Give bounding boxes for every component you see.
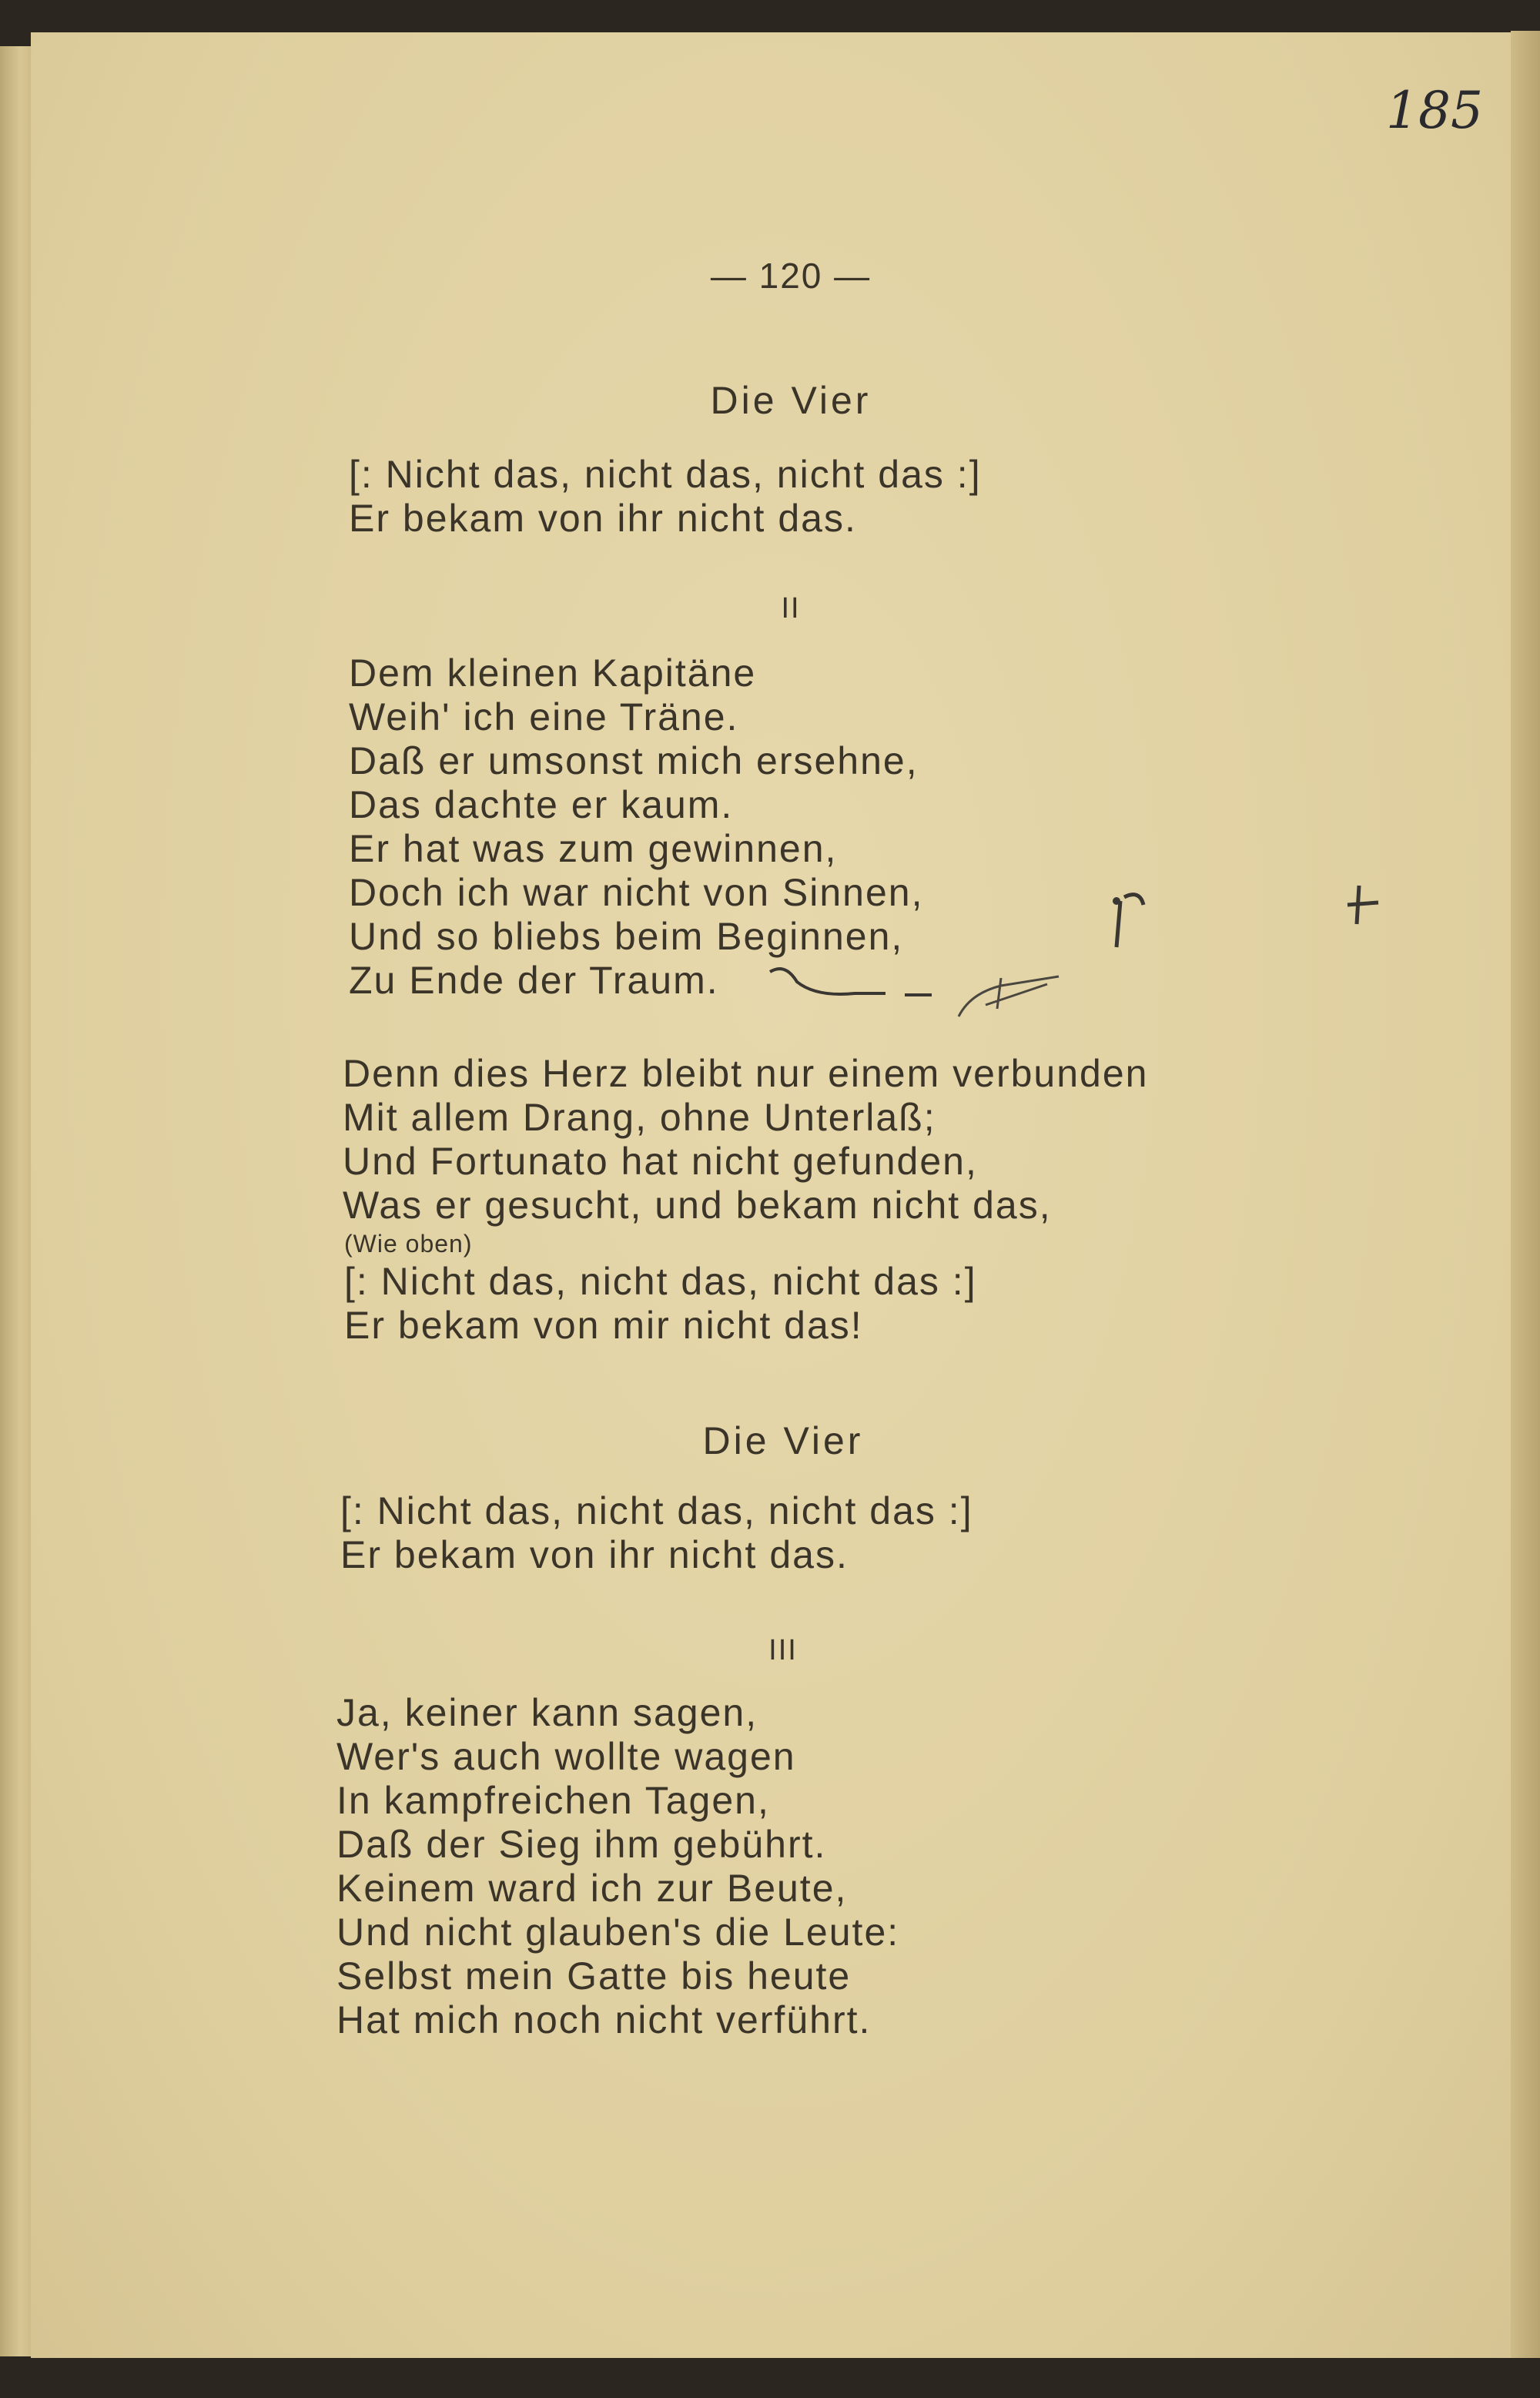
verse-line: Daß der Sieg ihm gebührt. <box>336 1823 827 1866</box>
verse-line: Selbst mein Gatte bis heute <box>336 1954 852 1998</box>
scan-background <box>0 2358 1540 2398</box>
stanza-number: II <box>781 592 801 625</box>
verse-line: Mit allem Drang, ohne Unterlaß; <box>343 1096 936 1139</box>
verse-line: Hat mich noch nicht verführt. <box>336 1998 872 2041</box>
refrain-block <box>340 1489 973 1577</box>
refrain-block <box>349 453 982 541</box>
refrain-block <box>344 1260 977 1348</box>
handwritten-folio-number: 185 <box>1386 81 1483 140</box>
verse-line: Weih' ich eine Träne. <box>349 695 739 738</box>
verse-line: Und so bliebs beim Beginnen, <box>349 915 904 958</box>
verse-line: In kampfreichen Tagen, <box>336 1779 770 1822</box>
stanza-number: III <box>768 1634 798 1666</box>
verse-line: [: Nicht das, nicht das, nicht das :] <box>349 453 982 496</box>
verse-line: Er bekam von mir nicht das! <box>344 1304 863 1347</box>
page-edge-left <box>0 46 34 2356</box>
page-edge-right <box>1511 31 1540 2372</box>
verse-line: [: Nicht das, nicht das, nicht das :] <box>340 1489 973 1532</box>
pencil-annotation <box>755 855 1409 1032</box>
stanza-block <box>336 1691 899 2042</box>
page-number: — 120 — <box>710 256 872 296</box>
verse-line: Zu Ende der Traum. <box>349 959 719 1002</box>
verse-line: Das dachte er kaum. <box>349 783 734 826</box>
verse-line: Und nicht glauben's die Leute: <box>336 1911 900 1954</box>
stanza-block <box>343 1052 1148 1227</box>
verse-line: Und Fortunato hat nicht gefunden, <box>343 1140 978 1183</box>
verse-line: Wer's auch wollte wagen <box>336 1735 796 1778</box>
verse-line: Er bekam von ihr nicht das. <box>340 1533 849 1576</box>
verse-line: Doch ich war nicht von Sinnen, <box>349 871 924 914</box>
verse-line: Er hat was zum gewinnen, <box>349 827 838 870</box>
verse-line: Denn dies Herz bleibt nur einem verbunden <box>343 1052 1149 1095</box>
verse-line: Daß er umsonst mich ersehne, <box>349 739 919 782</box>
verse-line: Ja, keiner kann sagen, <box>336 1691 758 1734</box>
verse-line: Was er gesucht, und bekam nicht das, <box>343 1184 1052 1227</box>
verse-line: Er bekam von ihr nicht das. <box>349 497 857 540</box>
verse-line: [: Nicht das, nicht das, nicht das :] <box>344 1260 977 1303</box>
stage-note: (Wie oben) <box>344 1230 473 1258</box>
verse-line: Dem kleinen Kapitäne <box>349 651 757 695</box>
section-heading: Die Vier <box>702 1419 864 1462</box>
section-heading: Die Vier <box>710 379 872 422</box>
verse-line: Keinem ward ich zur Beute, <box>336 1867 848 1910</box>
